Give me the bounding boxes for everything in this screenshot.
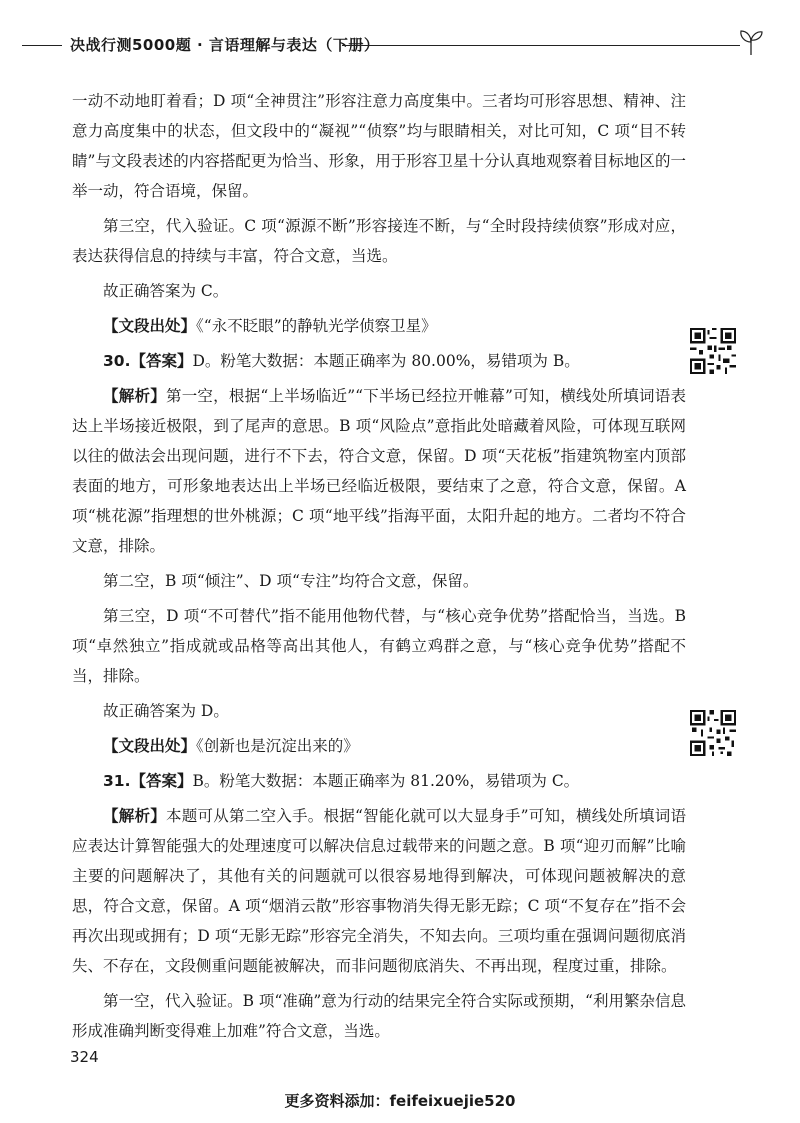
footer-note: 更多资料添加：feifeixuejie520 [284, 1092, 516, 1110]
answer-line [72, 346, 686, 376]
page-number: 324 [70, 1048, 99, 1066]
source-title: 《“永不眨眼”的静轨光学侦察卫星》 [196, 317, 437, 335]
analysis-text: 本题可从第二空入手。根据“智能化就可以大显身手”可知，横线处所填词语应表达计算智能强大的处理速度可以解决信息过载带来的问题之意。B 项“迎刃而解”比喻主要的问题解决了，其他有关的问题就可以很容易地得到解决，可体现问题被解决的意思，符合文意，保留。A 项“烟消云散”形容事物消失得无影无踪；C 项“不复存在”指不会再次出现或拥有；D 项“无影无踪”形容完全消失，不知去向。三项均重在强调问题彻底消失、不存在，文段侧重问题能被解决，而非问题彻底消失、不再出现，程度过重，排除。 [72, 807, 686, 975]
sprout-icon [738, 28, 764, 56]
analysis-label: 【解析】 [103, 807, 166, 825]
analysis-label: 【解析】 [103, 387, 166, 405]
answer-label: 30.【答案】 [103, 352, 193, 370]
source-title: 《创新也是沉淀出来的》 [196, 737, 359, 755]
article-body [72, 86, 686, 1046]
paragraph: 故正确答案为 D。 [103, 702, 229, 720]
analysis-paragraph [72, 381, 686, 561]
answer-label: 31.【答案】 [103, 772, 193, 790]
header-rule-right [342, 45, 740, 46]
source-line [72, 311, 686, 341]
answer-line [72, 766, 686, 796]
source-line [72, 731, 686, 761]
running-header [0, 28, 800, 68]
qr-code-icon[interactable] [690, 710, 736, 756]
source-label: 【文段出处】 [103, 737, 197, 755]
header-title: 决战行测5000题 · 言语理解与表达（下册） [70, 36, 380, 54]
qr-code-icon[interactable] [690, 328, 736, 374]
paragraph: 第一空，代入验证。B 项“准确”意为行动的结果完全符合实际或预期，“利用繁杂信息形成准确判断变得难上加难”符合文意，当选。 [72, 992, 686, 1040]
header-rule-left [22, 45, 62, 46]
paragraph: 第二空，B 项“倾注”、D 项“专注”均符合文意，保留。 [103, 572, 479, 590]
analysis-text: 第一空，根据“上半场临近”“下半场已经拉开帷幕”可知，横线处所填词语表达上半场接近极限，到了尾声的意思。B 项“风险点”意指此处暗藏着风险，可体现互联网以往的做法会出现问题，进行不下去，符合文意，保留。D 项“天花板”指建筑物室内顶部表面的地方，可形象地表达出上半场已经临近极限，要结束了之意，符合文意，保留。A 项“桃花源”指理想的世外桃源；C 项“地平线”指海平面，太阳升起的地方。二者均不符合文意，排除。 [72, 387, 686, 555]
paragraph: 第三空，D 项“不可替代”指不能用他物代替，与“核心竞争优势”搭配恰当，当选。B 项“卓然独立”指成就或品格等高出其他人，有鹤立鸡群之意，与“核心竞争优势”搭配不当，排除。 [72, 607, 686, 685]
paragraph: 第三空，代入验证。C 项“源源不断”形容接连不断，与“全时段持续侦察”形成对应，表达获得信息的持续与丰富，符合文意，当选。 [72, 217, 686, 265]
answer-text: D。粉笔大数据：本题正确率为 80.00%，易错项为 B。 [192, 352, 580, 370]
source-label: 【文段出处】 [103, 317, 197, 335]
analysis-paragraph [72, 801, 686, 981]
answer-text: B。粉笔大数据：本题正确率为 81.20%，易错项为 C。 [192, 772, 580, 790]
paragraph: 故正确答案为 C。 [103, 282, 229, 300]
paragraph: 一动不动地盯着看；D 项“全神贯注”形容注意力高度集中。三者均可形容思想、精神、注意力高度集中的状态，但文段中的“凝视”“侦察”均与眼睛相关，对比可知，C 项“目不转睛”与文段表述的内容搭配更为恰当、形象，用于形容卫星十分认真地观察着目标地区的一举一动，符合语境，保留。 [72, 92, 686, 200]
